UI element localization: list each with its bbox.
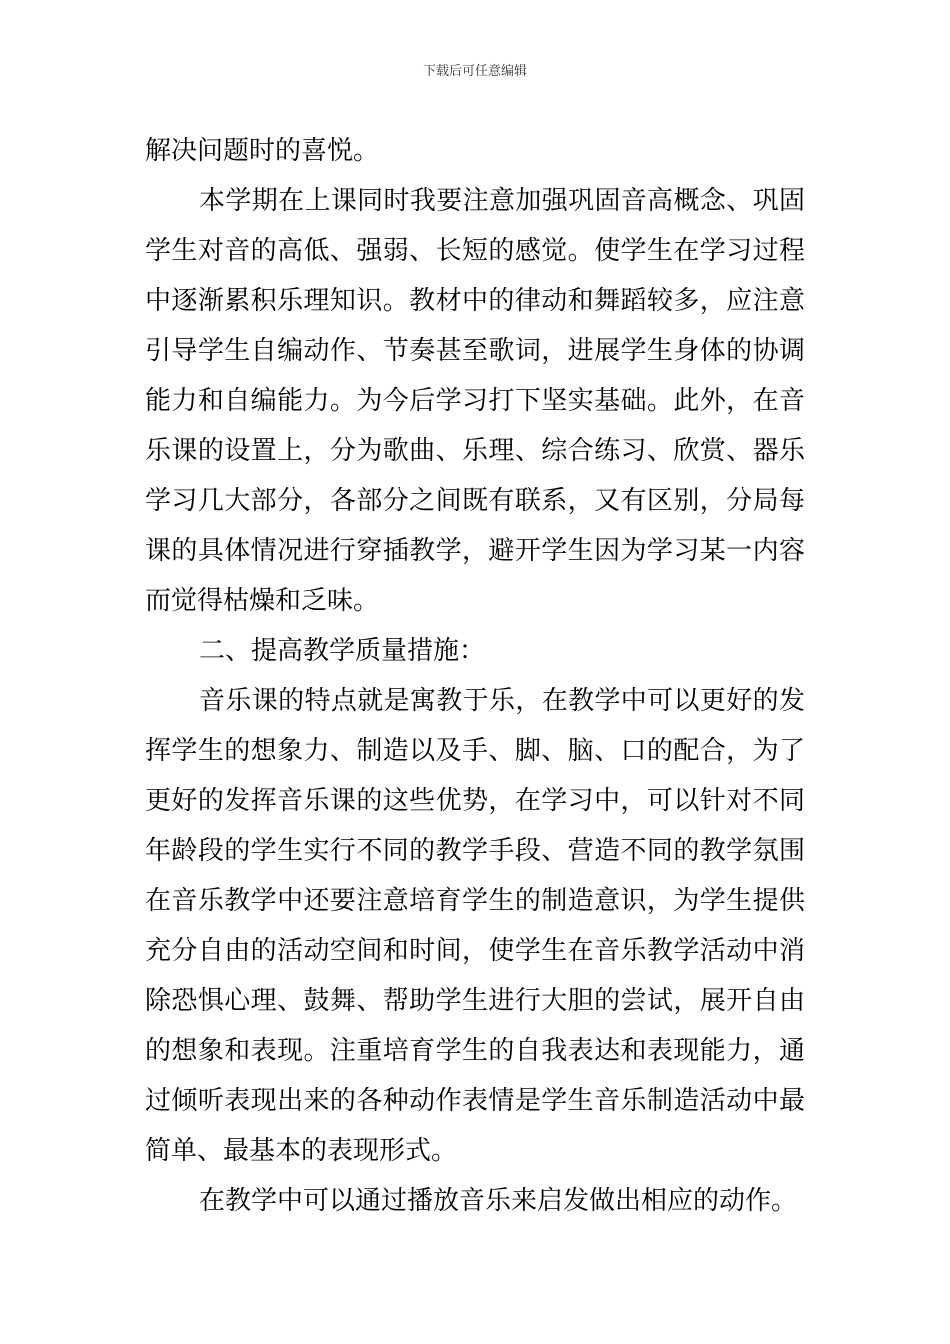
text-line: 挥学生的想象力、制造以及手、脚、脑、口的配合，为了 xyxy=(145,736,805,766)
text-line: 能力和自编能力。为今后学习打下坚实基础。此外，在音 xyxy=(145,386,805,416)
text-line: 在音乐教学中还要注意培育学生的制造意识，为学生提供 xyxy=(145,886,805,916)
text-line: 过倾听表现出来的各种动作表情是学生音乐制造活动中最 xyxy=(145,1086,805,1116)
text-line: 简单、最基本的表现形式。 xyxy=(145,1136,458,1166)
document-body xyxy=(145,126,805,1226)
text-line: 的想象和表现。注重培育学生的自我表达和表现能力，通 xyxy=(145,1036,805,1066)
text-line: 二、提高教学质量措施： xyxy=(199,636,486,666)
text-line: 年龄段的学生实行不同的教学手段、营造不同的教学氛围 xyxy=(145,836,805,866)
text-line: 更好的发挥音乐课的这些优势，在学习中，可以针对不同 xyxy=(145,786,805,816)
text-line: 除恐惧心理、鼓舞、帮助学生进行大胆的尝试，展开自由 xyxy=(145,986,805,1016)
text-line: 解决问题时的喜悦。 xyxy=(145,136,380,166)
text-line: 学习几大部分，各部分之间既有联系，又有区别，分局每 xyxy=(145,486,805,516)
text-line: 乐课的设置上，分为歌曲、乐理、综合练习、欣赏、器乐 xyxy=(145,436,805,466)
text-line: 中逐渐累积乐理知识。教材中的律动和舞蹈较多，应注意 xyxy=(145,286,805,316)
text-line: 在教学中可以通过播放音乐来启发做出相应的动作。 xyxy=(199,1186,798,1216)
page-header: 下载后可任意编辑 xyxy=(422,64,527,79)
text-line: 充分自由的活动空间和时间，使学生在音乐教学活动中消 xyxy=(145,936,805,966)
text-line: 引导学生自编动作、节奏甚至歌词，进展学生身体的协调 xyxy=(145,336,805,366)
text-line: 课的具体情况进行穿插教学，避开学生因为学习某一内容 xyxy=(145,536,805,566)
text-line: 学生对音的高低、强弱、长短的感觉。使学生在学习过程 xyxy=(145,236,805,266)
text-line: 本学期在上课同时我要注意加强巩固音高概念、巩固 xyxy=(199,186,805,216)
text-line: 音乐课的特点就是寓教于乐，在教学中可以更好的发 xyxy=(199,686,805,716)
text-line: 而觉得枯燥和乏味。 xyxy=(145,586,380,616)
